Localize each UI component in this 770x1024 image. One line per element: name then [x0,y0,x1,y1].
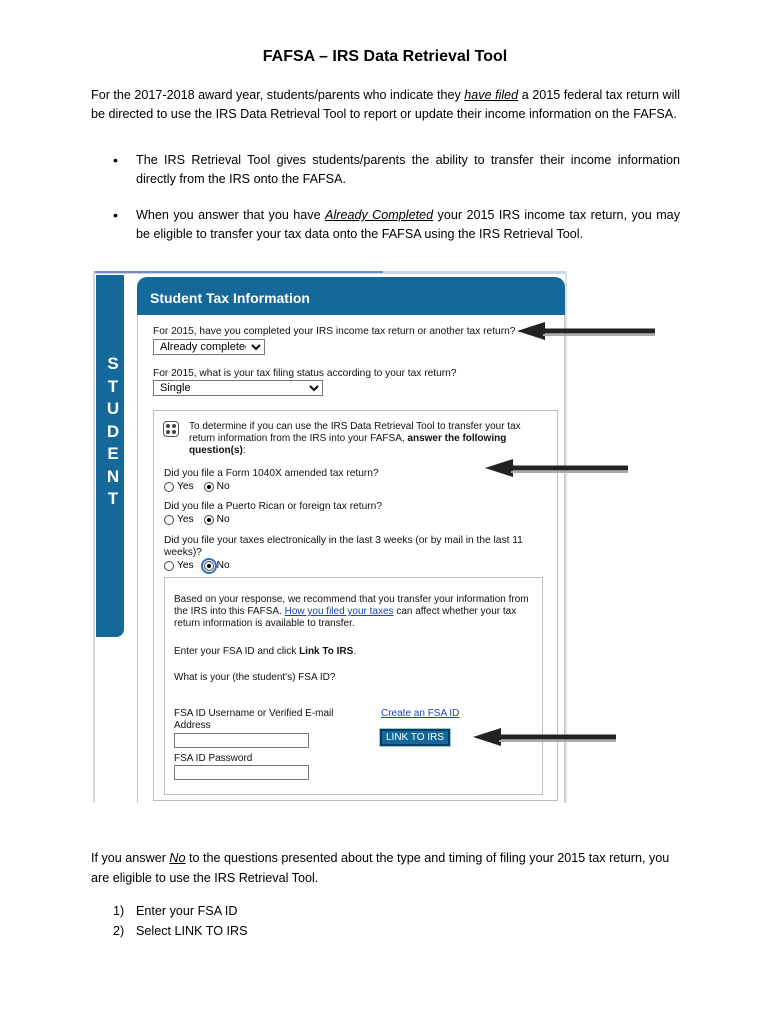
side-letter: S [107,354,119,373]
drt-instructions-text: To determine if you can use the IRS Data Retrieval Tool to transfer your tax return information from the IRS into your FAFSA, [189,421,521,444]
eligibility-paragraph [91,848,681,888]
radio-1040x-yes[interactable] [164,482,174,492]
radio-label-no: No [216,481,230,492]
radio-electronic-yes[interactable] [164,561,174,571]
radio-label-no: No [216,514,230,525]
steps-list [113,901,248,941]
completed-return-select[interactable] [153,339,265,355]
after-emphasis: No [169,851,186,865]
radio-label-yes: Yes [177,514,194,525]
bullet-list [113,151,680,261]
side-letter: N [106,466,120,486]
radio-label-yes: Yes [177,560,194,571]
radio-label-yes: Yes [177,481,194,492]
screenshot-top-border [93,271,567,274]
side-letter: U [106,399,120,418]
panel-header: Student Tax Information [137,277,565,315]
radio-1040x-no[interactable] [204,482,214,492]
bullet-2-text-2: your 2015 IRS income tax return, you may be eligible to transfer your tax data onto the FAFSA using the IRS Retrieval Tool. [136,208,680,241]
radio-electronic-no[interactable] [204,561,214,571]
link-to-irs-button[interactable]: LINK TO IRS [380,729,450,746]
side-letter: E [107,444,119,463]
q-electronic-filing: Did you file your taxes electronically in the last 3 weeks (or by mail in the last 11 weeks)? [164,535,523,558]
enter-fsa-instructions [174,646,356,658]
document-title: FAFSA – IRS Data Retrieval Tool [262,48,508,65]
side-letter: T [107,376,119,396]
bullet-item-2 [113,206,680,243]
q-completed-return: For 2015, have you completed your IRS income tax return or another tax return? [153,326,516,337]
create-fsa-id-link[interactable]: Create an FSA ID [381,708,460,719]
password-input[interactable] [174,765,309,780]
intro-text-2: a 2015 federal tax return will be directed to use the IRS Data Retrieval Tool to report or update their income information on the FAFSA. [91,88,680,121]
enter-bold: Link To IRS [299,646,354,657]
q-foreign-return: Did you file a Puerto Rican or foreign tax return? [164,501,383,512]
arrow-pointer-icon [469,724,619,754]
username-input[interactable] [174,733,309,748]
drt-instructions-end: : [242,445,246,456]
radio-group-foreign [164,514,230,525]
username-label: FSA ID Username or Verified E-mail Address [174,708,334,731]
intro-emphasis: have filed [464,88,519,102]
after-text-2: to the questions presented about the type and timing of filing your 2015 tax return, you are eligible to use the IRS Retrieval Tool. [91,851,670,885]
radio-group-electronic [164,560,230,571]
bullet-1-text: The IRS Retrieval Tool gives students/parents the ability to transfer their income information directly from the IRS onto the FAFSA. [136,153,680,186]
arrow-pointer-icon [513,318,658,348]
after-text-1: If you answer [91,851,170,865]
info-icon [163,421,179,437]
radio-label-no: No [216,560,230,571]
step-number: 1) [113,904,125,918]
rec-text-1: Based on your response, we recommend that you transfer your information from the IRS into this FAFSA. [174,594,529,617]
intro-text-1: For the 2017-2018 award year, students/parents who indicate they [91,88,465,102]
side-letter: D [106,421,120,441]
filing-status-select[interactable] [153,380,323,396]
screenshot-left-border [93,271,95,803]
student-side-label [100,353,126,511]
recommendation-text [174,594,534,630]
radio-group-1040x [164,481,230,492]
step-text: Select LINK TO IRS [136,924,248,938]
step-text: Enter your FSA ID [136,904,238,918]
drt-instructions [189,421,534,457]
intro-paragraph [91,86,680,123]
fsa-id-question: What is your (the student's) FSA ID? [174,672,336,683]
bullet-item-1 [113,151,680,188]
step-item [113,921,248,941]
rec-text-2: can affect whether your tax return information is available to transfer. [174,606,517,629]
drt-instructions-bold: answer the following question(s) [189,433,507,456]
bullet-2-text-1: When you answer that you have [136,208,326,222]
student-side-band [96,275,124,637]
password-label: FSA ID Password [174,753,253,764]
how-you-filed-link[interactable]: How you filed your taxes [284,606,394,617]
q-1040x: Did you file a Form 1040X amended tax return? [164,468,379,479]
enter-text: Enter your FSA ID and click [174,646,300,657]
radio-foreign-yes[interactable] [164,515,174,525]
step-number: 2) [113,924,125,938]
step-item [113,901,248,921]
radio-foreign-no[interactable] [204,515,214,525]
enter-end: . [353,646,357,657]
side-letter: T [107,489,119,508]
arrow-pointer-icon [481,455,631,485]
bullet-2-emphasis: Already Completed [325,208,434,222]
q-filing-status: For 2015, what is your tax filing status according to your tax return? [153,368,457,379]
